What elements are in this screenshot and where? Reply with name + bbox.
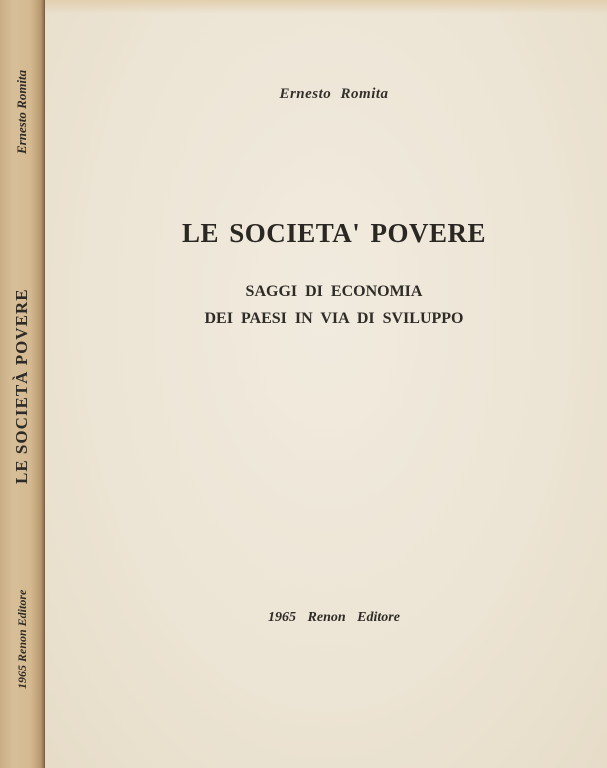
spine-title: LE SOCIETÀ POVERE: [12, 288, 31, 484]
spine-author: Ernesto Romita: [14, 69, 29, 154]
book-spine: [0, 0, 45, 768]
cover-subtitle-line1: SAGGI DI ECONOMIA: [245, 283, 423, 300]
cover-publisher: 1965 Renon Editore: [268, 610, 400, 625]
spine-text: [12, 34, 32, 734]
cover-subtitle-line2: DEI PAESI IN VIA DI SVILUPPO: [204, 310, 464, 327]
cover-author: Ernesto Romita: [279, 86, 389, 102]
front-cover: [45, 0, 607, 768]
spine-publisher: 1965 Renon Editore: [14, 589, 29, 689]
cover-title: LE SOCIETA' POVERE: [181, 218, 487, 248]
